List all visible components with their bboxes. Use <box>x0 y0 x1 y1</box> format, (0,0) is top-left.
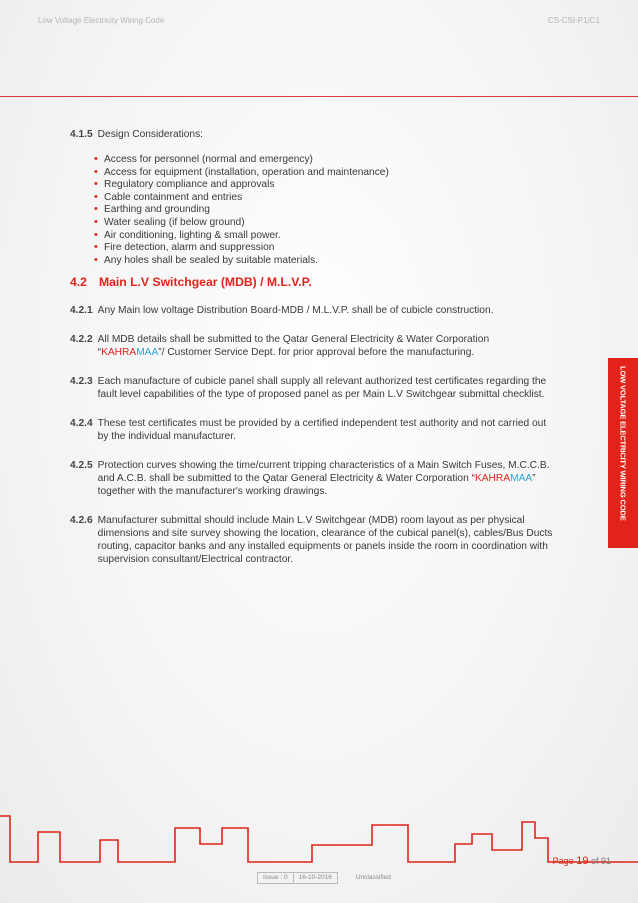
bullet-icon: • <box>94 153 98 165</box>
page-content <box>70 128 553 582</box>
section-4-2-heading <box>70 276 553 289</box>
clause-text: These test certificates must be provided by a certified independent test authority and not carried out by the individual manufacturer. <box>97 418 547 443</box>
clause-text: Each manufacture of cubicle panel shall supply all relevant authorized test certificates regarding the fault level capabilities of the type of proposed panel as per Main L.V Switchgear submittal checklist. <box>97 376 547 401</box>
page-number: Page 19 of 91 <box>552 855 611 867</box>
bullet-icon: • <box>94 241 98 254</box>
kahramaa-red: KAHRA <box>474 473 511 485</box>
header-doc-code: CS-CSI-P1/C1 <box>547 16 600 25</box>
section-number: 4.1.5 <box>70 129 93 140</box>
list-item: • Earthing and grounding <box>70 203 553 216</box>
list-item: • Water sealing (if below ground) <box>70 216 553 229</box>
bullet-icon: • <box>94 165 98 178</box>
list-item: • Any holes shall be sealed by suitable materials. <box>70 254 553 267</box>
total-pages: of 91 <box>590 856 611 866</box>
list-item: • Air conditioning, lighting & small power. <box>70 229 553 242</box>
clause-text: Manufacturer submittal should include Main L.V Switchgear (MDB) room layout as per physical dimensions and site survey showing the location, clearance of the cubical panel(s), cables/Bus Ducts routing, capacitor banks and any installed equipments or panels inside the room in coordination with supervision consultant/Electrical contractor. <box>97 515 553 566</box>
clause-number: 4.2.2 <box>70 334 93 346</box>
bullet-icon: • <box>94 215 98 228</box>
bullet-icon: • <box>94 178 98 191</box>
clause-text: Any Main low voltage Distribution Board-MDB / M.L.V.P. shall be of cubicle construction. <box>97 305 494 317</box>
classification: Unclassified <box>355 874 391 881</box>
section-number: 4.2 <box>70 275 87 290</box>
kahramaa-red: KAHRA <box>101 347 137 359</box>
skyline-decoration <box>0 800 638 872</box>
clause-4-2-3 <box>70 375 553 401</box>
issue-box: Issue : 0 <box>257 872 294 884</box>
header-left-title: Low Voltage Electricity Wiring Code <box>38 16 165 25</box>
clause-number: 4.2.6 <box>70 515 93 527</box>
list-item: • Access for equipment (installation, operation and maintenance) <box>70 166 553 179</box>
footer <box>257 872 391 884</box>
current-page: 19 <box>576 855 589 867</box>
clause-number: 4.2.3 <box>70 376 93 388</box>
bullet-icon: • <box>94 253 98 266</box>
list-item: • Fire detection, alarm and suppression <box>70 241 553 254</box>
clause-4-2-4 <box>70 417 553 443</box>
section-4-1-5 <box>70 128 553 141</box>
clause-4-2-6 <box>70 514 553 566</box>
date-box: 16-10-2016 <box>294 872 338 884</box>
clause-number: 4.2.5 <box>70 460 93 472</box>
side-tab <box>608 358 638 548</box>
header-divider <box>0 96 638 97</box>
side-tab-label: LOW VOLTAGE ELECTRICITY WIRING CODE <box>618 366 628 521</box>
bullet-icon: • <box>94 190 98 203</box>
bullet-icon: • <box>94 203 98 216</box>
design-considerations-list <box>70 153 553 266</box>
section-title: Design Considerations: <box>97 129 203 140</box>
list-item: • Cable containment and entries <box>70 191 553 204</box>
clause-4-2-5 <box>70 459 553 498</box>
clause-number: 4.2.4 <box>70 418 93 430</box>
list-item: • Access for personnel (normal and emergency) <box>70 153 553 166</box>
kahramaa-blue: MAA <box>510 473 533 485</box>
kahramaa-blue: MAA <box>136 347 159 359</box>
list-item: • Regulatory compliance and approvals <box>70 178 553 191</box>
clause-text: All MDB details shall be submitted to the Qatar General Electricity & Water Corporation “KAHRAMAA”/ Customer Service Dept. for prior approval before the manufacturing. <box>97 334 490 359</box>
section-title: Main L.V Switchgear (MDB) / M.L.V.P. <box>98 275 312 290</box>
bullet-icon: • <box>94 228 98 241</box>
clause-4-2-1 <box>70 304 553 317</box>
clause-4-2-2 <box>70 333 553 359</box>
clause-number: 4.2.1 <box>70 305 93 317</box>
clause-text: Protection curves showing the time/current tripping characteristics of a Main Switch Fuses, M.C.C.B. and A.C.B. shall be submitted to the Qatar General Electricity & Water Corporation “KAHRAMAA” together with the manufacturer's working drawings. <box>97 460 550 498</box>
